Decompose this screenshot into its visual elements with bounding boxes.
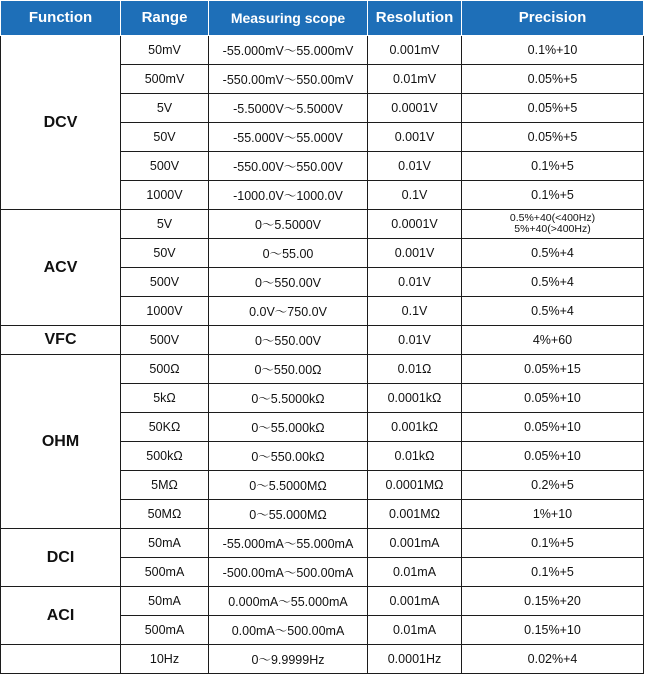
table-row [1, 529, 644, 558]
measuring-scope-cell: -1000.0V～1000.0V [209, 181, 368, 210]
range-cell: 500V [121, 326, 209, 355]
precision-cell: 4%+60 [462, 326, 644, 355]
precision-cell: 0.05%+5 [462, 65, 644, 94]
table-body [1, 36, 644, 674]
measuring-scope-cell: 0～5.5000MΩ [209, 471, 368, 500]
precision-cell: 0.05%+10 [462, 384, 644, 413]
table-row [1, 326, 644, 355]
precision-cell: 0.1%+5 [462, 152, 644, 181]
measuring-scope-cell: -55.000mA～55.000mA [209, 529, 368, 558]
precision-cell: 0.15%+10 [462, 616, 644, 645]
range-cell: 50mA [121, 529, 209, 558]
measuring-scope-cell: 0～55.000MΩ [209, 500, 368, 529]
table-row [1, 210, 644, 239]
resolution-cell: 0.01mA [368, 558, 462, 587]
range-cell: 5MΩ [121, 471, 209, 500]
resolution-cell: 0.0001Hz [368, 645, 462, 674]
resolution-cell: 0.01mV [368, 65, 462, 94]
precision-cell: 0.1%+10 [462, 36, 644, 65]
range-cell: 500mA [121, 616, 209, 645]
function-cell: OHM [1, 355, 121, 529]
range-cell: 1000V [121, 297, 209, 326]
precision-cell: 0.05%+10 [462, 413, 644, 442]
function-cell: DCI [1, 529, 121, 587]
measuring-scope-cell: 0～9.9999Hz [209, 645, 368, 674]
measuring-scope-cell: -550.00mV～550.00mV [209, 65, 368, 94]
range-cell: 5kΩ [121, 384, 209, 413]
resolution-cell: 0.0001V [368, 94, 462, 123]
resolution-cell: 0.01V [368, 326, 462, 355]
range-cell: 500Ω [121, 355, 209, 384]
function-cell: ACI [1, 587, 121, 645]
range-cell: 1000V [121, 181, 209, 210]
precision-cell: 0.05%+15 [462, 355, 644, 384]
measuring-scope-cell: 0～5.5000V [209, 210, 368, 239]
resolution-cell: 0.0001MΩ [368, 471, 462, 500]
precision-cell [462, 210, 644, 239]
resolution-cell: 0.01V [368, 268, 462, 297]
range-cell: 50KΩ [121, 413, 209, 442]
measuring-scope-cell: -5.5000V～5.5000V [209, 94, 368, 123]
measuring-scope-cell: 0～5.5000kΩ [209, 384, 368, 413]
function-cell: VFC [1, 326, 121, 355]
precision-cell: 0.1%+5 [462, 558, 644, 587]
measuring-scope-cell: 0.00mA～500.00mA [209, 616, 368, 645]
range-cell: 50V [121, 239, 209, 268]
resolution-cell: 0.001V [368, 123, 462, 152]
precision-cell: 0.5%+4 [462, 297, 644, 326]
range-cell: 50MΩ [121, 500, 209, 529]
resolution-cell: 0.1V [368, 297, 462, 326]
range-cell: 500mA [121, 558, 209, 587]
measuring-scope-cell: -55.000mV～55.000mV [209, 36, 368, 65]
function-cell [1, 645, 121, 674]
measuring-scope-cell: 0～55.000kΩ [209, 413, 368, 442]
resolution-cell: 0.001mA [368, 529, 462, 558]
resolution-cell: 0.001mV [368, 36, 462, 65]
precision-cell: 0.5%+4 [462, 239, 644, 268]
precision-cell: 0.05%+10 [462, 442, 644, 471]
resolution-cell: 0.001MΩ [368, 500, 462, 529]
range-cell: 500V [121, 152, 209, 181]
precision-cell: 0.5%+4 [462, 268, 644, 297]
measuring-scope-cell: 0～550.00Ω [209, 355, 368, 384]
range-cell: 50V [121, 123, 209, 152]
header-function: Function [1, 1, 121, 36]
resolution-cell: 0.1V [368, 181, 462, 210]
range-cell: 10Hz [121, 645, 209, 674]
range-cell: 50mV [121, 36, 209, 65]
measuring-scope-cell: 0.000mA～55.000mA [209, 587, 368, 616]
table-row [1, 36, 644, 65]
function-cell: ACV [1, 210, 121, 326]
resolution-cell: 0.0001V [368, 210, 462, 239]
resolution-cell: 0.001V [368, 239, 462, 268]
precision-cell: 0.05%+5 [462, 94, 644, 123]
table-row [1, 355, 644, 384]
resolution-cell: 0.01Ω [368, 355, 462, 384]
range-cell: 500kΩ [121, 442, 209, 471]
precision-cell: 0.15%+20 [462, 587, 644, 616]
resolution-cell: 0.01V [368, 152, 462, 181]
measuring-scope-cell: -55.000V～55.000V [209, 123, 368, 152]
resolution-cell: 0.001mA [368, 587, 462, 616]
measuring-scope-cell: 0～550.00kΩ [209, 442, 368, 471]
range-cell: 500mV [121, 65, 209, 94]
range-cell: 500V [121, 268, 209, 297]
header-measuring-scope: Measuring scope [209, 1, 368, 36]
range-cell: 50mA [121, 587, 209, 616]
precision-line: 0.5%+40(<400Hz) [509, 212, 596, 224]
precision-cell: 0.2%+5 [462, 471, 644, 500]
header-range: Range [121, 1, 209, 36]
range-cell: 5V [121, 94, 209, 123]
precision-cell: 0.05%+5 [462, 123, 644, 152]
precision-line: 5%+40(>400Hz) [514, 223, 591, 235]
resolution-cell: 0.001kΩ [368, 413, 462, 442]
precision-cell: 1%+10 [462, 500, 644, 529]
measuring-scope-cell: 0～550.00V [209, 268, 368, 297]
header-resolution: Resolution [368, 1, 462, 36]
measuring-scope-cell: -550.00V～550.00V [209, 152, 368, 181]
precision-cell: 0.1%+5 [462, 181, 644, 210]
resolution-cell: 0.0001kΩ [368, 384, 462, 413]
table-row [1, 645, 644, 674]
measuring-scope-cell: -500.00mA～500.00mA [209, 558, 368, 587]
measuring-scope-cell: 0～55.00 [209, 239, 368, 268]
header-row [1, 1, 644, 36]
measuring-scope-cell: 0.0V～750.0V [209, 297, 368, 326]
measuring-scope-cell: 0～550.00V [209, 326, 368, 355]
table-row [1, 587, 644, 616]
range-cell: 5V [121, 210, 209, 239]
header-precision: Precision [462, 1, 644, 36]
resolution-cell: 0.01kΩ [368, 442, 462, 471]
precision-cell: 0.02%+4 [462, 645, 644, 674]
resolution-cell: 0.01mA [368, 616, 462, 645]
function-cell: DCV [1, 36, 121, 210]
precision-cell: 0.1%+5 [462, 529, 644, 558]
